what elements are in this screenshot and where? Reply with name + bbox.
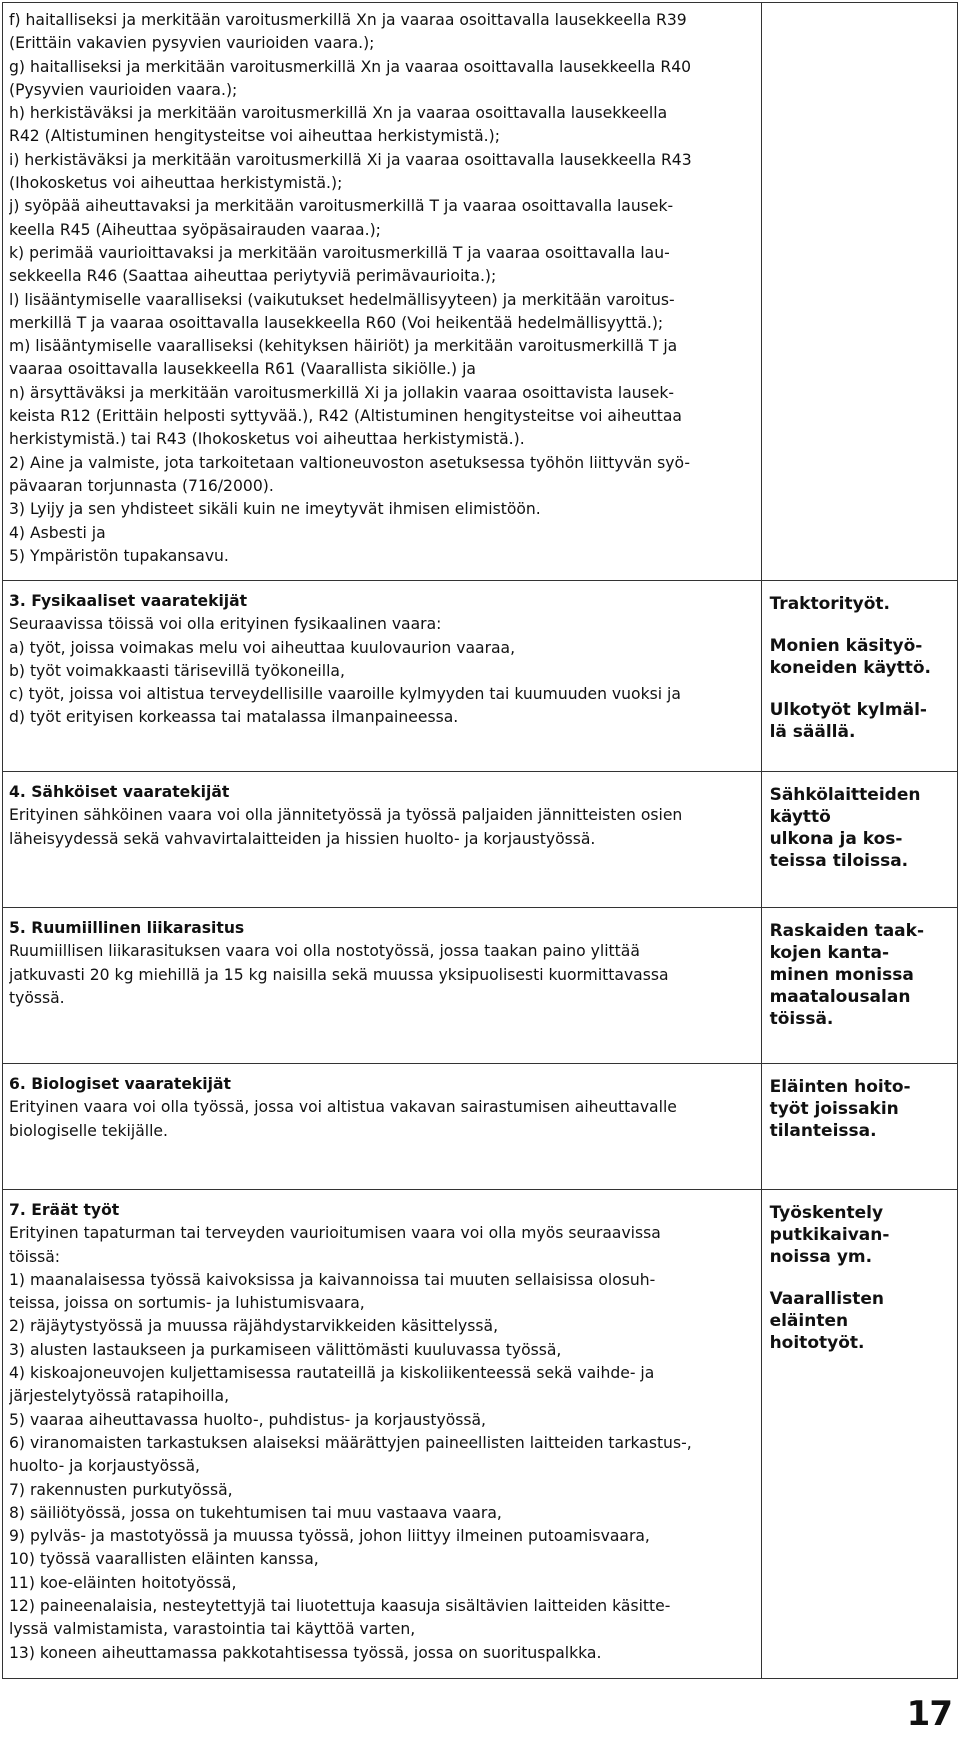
side-note-line: Eläinten hoito- [769, 1077, 911, 1097]
side-note-line: Ulkotyöt kylmäl- [769, 700, 927, 720]
side-note-line: tilanteissa. [769, 1121, 877, 1141]
side-note-line: koneiden käyttö. [769, 658, 932, 678]
side-note-line: teissa tiloissa. [769, 851, 909, 871]
side-note-line: Monien käsityö- [769, 636, 923, 656]
side-note [770, 635, 949, 679]
intro-line: f) haitalliseksi ja merkitään varoitusmerkillä Xn ja vaaraa osoittavalla lausekkeella R39 [9, 11, 687, 29]
section-line: 2) räjäytystyössä ja muussa räjähdystarvikkeiden käsittelyssä, [9, 1317, 499, 1336]
section-line: c) työt, joissa voi altistua terveydellisille vaaroille kylmyyden tai kuumuuden vuoksi ja [9, 685, 681, 704]
section-body [3, 581, 762, 772]
section-row [3, 908, 958, 1064]
intro-line: (Erittäin vakavien pysyvien vaurioiden vaara.); [9, 34, 375, 53]
section-line: 4) kiskoajoneuvojen kuljettamisessa rautateillä ja kiskoliikenteessä sekä vaihde- ja [9, 1364, 655, 1383]
intro-line: R42 (Altistuminen hengitysteitse voi aiheuttaa herkistymistä.); [9, 127, 500, 146]
section-line: 1) maanalaisessa työssä kaivoksissa ja kaivannoissa tai muuten sellaisissa olosuh- [9, 1270, 656, 1289]
section-line: teissa, joissa on sortumis- ja luhistumisvaara, [9, 1294, 365, 1313]
intro-line: j) syöpää aiheuttavaksi ja merkitään varoitusmerkillä T ja vaaraa osoittavalla lausek- [9, 197, 674, 216]
section-line: Ruumiillisen liikarasituksen vaara voi olla nostotyössä, jossa taakan paino ylittää [9, 942, 640, 961]
intro-text [3, 3, 762, 581]
side-notes [761, 1064, 957, 1190]
intro-line: l) lisääntymiselle vaaralliseksi (vaikutukset hedelmällisyyteen) ja merkitään varoitus- [9, 290, 675, 309]
section-body [3, 772, 762, 908]
section-line: 11) koe-eläinten hoitotyössä, [9, 1573, 237, 1592]
side-note-line: putkikaivan- [769, 1225, 890, 1245]
intro-line: 5) Ympäristön tupakansavu. [9, 546, 229, 565]
section-line: biologiselle tekijälle. [9, 1121, 168, 1140]
intro-line: 2) Aine ja valmiste, jota tarkoitetaan valtioneuvoston asetuksessa työhön liittyvän syö- [9, 453, 690, 472]
section-line: lyssä valmistamista, varastointia tai käyttöä varten, [9, 1620, 416, 1639]
section-title: 3. Fysikaaliset vaaratekijät [9, 592, 248, 610]
side-note-line: kojen kanta- [769, 943, 890, 963]
intro-line: keista R12 (Erittäin helposti syttyvää.), R42 (Altistuminen hengitysteitse voi aiheuttaa [9, 407, 682, 426]
intro-line: vaaraa osoittavalla lausekkeella R61 (Vaarallista sikiölle.) ja [9, 360, 476, 379]
intro-line: (Pysyvien vaurioiden vaara.); [9, 80, 238, 99]
intro-line: keella R45 (Aiheuttaa syöpäsairauden vaaraa.); [9, 220, 381, 239]
section-row [3, 581, 958, 772]
side-note-line: töissä. [769, 1009, 834, 1029]
side-note [770, 784, 949, 872]
side-note-line: Vaarallisten [769, 1289, 884, 1309]
section-line: a) työt, joissa voimakas melu voi aiheuttaa kuulovaurion vaaraa, [9, 638, 516, 657]
section-line: läheisyydessä sekä vahvavirtalaitteiden ja hissien huolto- ja korjaustyössä. [9, 829, 596, 848]
section-line: Erityinen vaara voi olla työssä, jossa voi altistua vakavan sairastumisen aiheuttavalle [9, 1098, 677, 1117]
side-note-line: työt joissakin [769, 1099, 899, 1119]
section-line: työssä. [9, 988, 65, 1007]
intro-line: 3) Lyijy ja sen yhdisteet sikäli kuin ne imeytyvät ihmisen elimistöön. [9, 500, 541, 519]
section-line: Erityinen sähköinen vaara voi olla jännitetyössä ja työssä paljaiden jännitteisten osien [9, 806, 683, 825]
section-title: 5. Ruumiillinen liikarasitus [9, 919, 245, 937]
side-note-line: maatalousalan [769, 987, 911, 1007]
section-title: 7. Eräät työt [9, 1201, 120, 1219]
side-notes [761, 581, 957, 772]
section-title: 4. Sähköiset vaaratekijät [9, 783, 230, 801]
section-line: Erityinen tapaturman tai terveyden vaurioitumisen vaara voi olla myös seuraavissa [9, 1224, 661, 1243]
section-line: töissä: [9, 1247, 61, 1266]
side-note-line: Työskentely [769, 1203, 884, 1223]
intro-line: m) lisääntymiselle vaaralliseksi (kehityksen häiriöt) ja merkitään varoitusmerkillä T ja [9, 337, 678, 356]
side-note-line: lä säällä. [769, 722, 856, 742]
side-note [770, 699, 949, 743]
intro-line: merkillä T ja vaaraa osoittavalla lausekkeella R60 (Voi heikentää hedelmällisyyttä.); [9, 313, 664, 332]
side-note [770, 1288, 949, 1354]
intro-line: 4) Asbesti ja [9, 523, 106, 542]
side-notes [761, 1190, 957, 1679]
intro-line: (Ihokosketus voi aiheuttaa herkistymistä.); [9, 174, 343, 193]
section-line: 9) pylväs- ja mastotyössä ja muussa työssä, johon liittyy ilmeinen putoamisvaara, [9, 1527, 650, 1546]
document-table [2, 2, 958, 1679]
section-line: 7) rakennusten purkutyössä, [9, 1480, 233, 1499]
intro-line: h) herkistäväksi ja merkitään varoitusmerkillä Xn ja vaaraa osoittavalla lausekkeella [9, 104, 668, 123]
side-notes [761, 772, 957, 908]
section-line: 13) koneen aiheuttamassa pakkotahtisessa työssä, jossa on suorituspalkka. [9, 1643, 602, 1662]
side-notes [761, 908, 957, 1064]
side-note-line: noissa ym. [769, 1247, 873, 1267]
intro-row [3, 3, 958, 581]
intro-line: g) haitalliseksi ja merkitään varoitusmerkillä Xn ja vaaraa osoittavalla lausekkeella R40 [9, 57, 692, 76]
side-note-line: eläinten [769, 1311, 849, 1331]
intro-line: pävaaran torjunnasta (716/2000). [9, 476, 274, 495]
side-note-line: hoitotyöt. [769, 1333, 865, 1353]
side-note-line: Raskaiden taak- [769, 921, 925, 941]
intro-line: k) perimää vaurioittavaksi ja merkitään varoitusmerkillä T ja vaaraa osoittavalla lau- [9, 243, 670, 262]
intro-line: herkistymistä.) tai R43 (Ihokosketus voi aiheuttaa herkistymistä.). [9, 430, 525, 449]
section-line: 12) paineenalaisia, nesteytettyjä tai liuotettuja kaasuja sisältävien laitteiden käsitte- [9, 1597, 671, 1616]
section-line: 6) viranomaisten tarkastuksen alaiseksi määrättyjen paineellisten laitteiden tarkastus-, [9, 1433, 692, 1452]
side-note-line: ulkona ja kos- [769, 829, 903, 849]
section-line: 5) vaaraa aiheuttavassa huolto-, puhdistus- ja korjaustyössä, [9, 1410, 487, 1429]
section-line: d) työt erityisen korkeassa tai matalassa ilmanpaineessa. [9, 708, 459, 727]
side-note-line: minen monissa [769, 965, 914, 985]
section-line: b) työt voimakkaasti tärisevillä työkoneilla, [9, 661, 345, 680]
section-body [3, 1190, 762, 1679]
side-note [770, 1076, 949, 1142]
section-row [3, 1190, 958, 1679]
section-line: huolto- ja korjaustyössä, [9, 1457, 200, 1476]
intro-line: i) herkistäväksi ja merkitään varoitusmerkillä Xi ja vaaraa osoittavalla lausekkeella R43 [9, 150, 692, 169]
side-note-line: Sähkölaitteiden [769, 785, 921, 805]
section-line: Seuraavissa töissä voi olla erityinen fysikaalinen vaara: [9, 615, 442, 634]
intro-line: n) ärsyttäväksi ja merkitään varoitusmerkillä Xi ja jollakin vaaraa osoittavista lausek- [9, 383, 675, 402]
side-note-line: käyttö [769, 807, 831, 827]
side-note [770, 593, 949, 615]
section-line: 10) työssä vaarallisten eläinten kanssa, [9, 1550, 319, 1569]
section-line: järjestelytyössä ratapihoilla, [9, 1387, 230, 1406]
section-title: 6. Biologiset vaaratekijät [9, 1075, 231, 1093]
section-line: 3) alusten lastaukseen ja purkamiseen välittömästi kuuluvassa työssä, [9, 1340, 562, 1359]
section-line: 8) säiliötyössä, jossa on tukehtumisen tai muu vastaava vaara, [9, 1503, 502, 1522]
section-body [3, 908, 762, 1064]
intro-side-empty [761, 3, 957, 581]
section-row [3, 1064, 958, 1190]
section-row [3, 772, 958, 908]
section-body [3, 1064, 762, 1190]
side-note-line: Traktorityöt. [769, 594, 890, 614]
side-note [770, 1202, 949, 1268]
side-note [770, 920, 949, 1030]
section-line: jatkuvasti 20 kg miehillä ja 15 kg naisilla sekä muussa yksipuolisesti kuormittavassa [9, 965, 669, 984]
intro-line: sekkeella R46 (Saattaa aiheuttaa periytyviä perimävaurioita.); [9, 267, 497, 286]
page-number: 17 [906, 1694, 952, 1734]
